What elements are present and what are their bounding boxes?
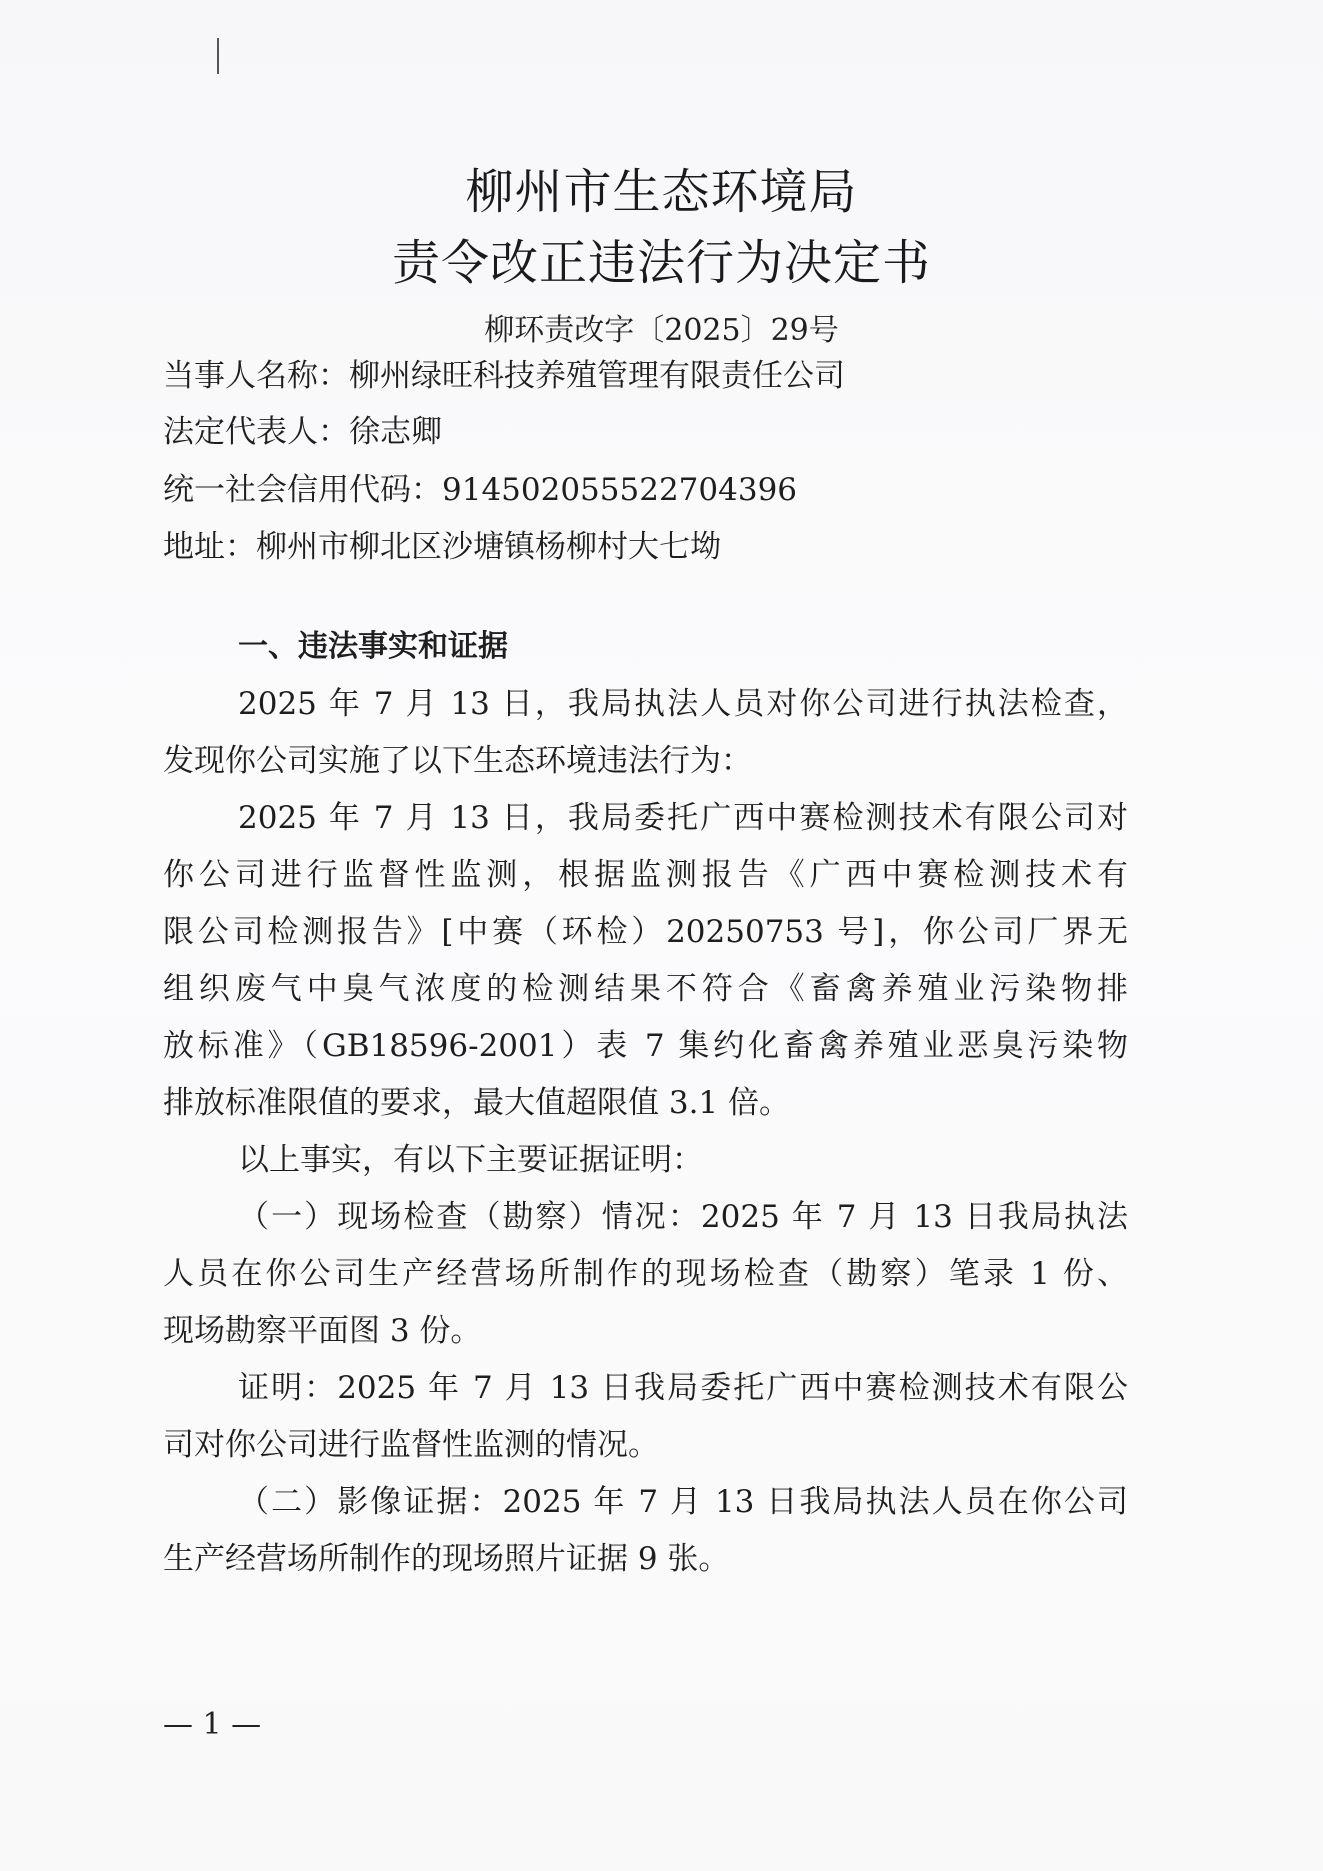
- paragraph-line: 2025 年 7 月 13 日，我局委托广西中赛检测技术有限公司对: [238, 800, 1128, 836]
- credit-code-label: 统一社会信用代码：: [163, 472, 442, 508]
- address-row: [163, 527, 721, 567]
- paragraph-line: 以上事实，有以下主要证据证明：: [238, 1142, 703, 1178]
- paragraph-line: 你公司进行监督性监测，根据监测报告《广西中赛检测技术有: [163, 857, 1128, 893]
- scan-mark: [217, 38, 219, 74]
- paragraph-line: 排放标准限值的要求，最大值超限值 3.1 倍。: [163, 1085, 791, 1121]
- document-number: 柳环责改字〔2025〕29号: [484, 313, 839, 348]
- legal-rep-value: 徐志卿: [349, 414, 442, 450]
- credit-code-value: 91450205552270439​6: [442, 472, 798, 508]
- paragraph-line: 司对你公司进行监督性监测的情况。: [163, 1427, 659, 1463]
- paragraph-line: 限公司检测报告》[中赛（环检）20250753 号]，你公司厂界无: [163, 914, 1128, 950]
- paragraph-line: 现场勘察平面图 3 份。: [163, 1313, 482, 1349]
- paragraph-line: （一）现场检查（勘察）情况：2025 年 7 月 13 日我局执法: [238, 1199, 1128, 1235]
- paragraph-line: 生产经营场所制作的现场照片证据 9 张。: [163, 1541, 730, 1577]
- address-label: 地址：: [163, 529, 256, 565]
- document-title-line1: 柳州市生态环境局: [465, 164, 858, 220]
- legal-rep-label: 法定代表人：: [163, 414, 349, 450]
- legal-rep-row: [163, 412, 442, 452]
- page-number: — 1 —: [163, 1707, 262, 1742]
- party-name-row: [163, 356, 845, 396]
- document-title-line2: 责令改正违法行为决定书: [391, 235, 931, 291]
- party-name-value: 柳州绿旺科技养殖管理有限责任公司: [349, 358, 845, 394]
- address-value: 柳州市柳北区沙塘镇杨柳村大七坳: [256, 529, 721, 565]
- paragraph-line: 证明：2025 年 7 月 13 日我局委托广西中赛检测技术有限公: [238, 1370, 1128, 1406]
- section-heading-violation: 一、违法事实和证据: [238, 629, 508, 664]
- paragraph-line: 组织废气中臭气浓度的检测结果不符合《畜禽养殖业污染物排: [163, 971, 1128, 1007]
- paragraph-line: 人员在你公司生产经营场所制作的现场检查（勘察）笔录 1 份、: [163, 1256, 1128, 1292]
- paragraph-line: （二）影像证据：2025 年 7 月 13 日我局执法人员在你公司: [238, 1484, 1128, 1520]
- paragraph-line: 发现你公司实施了以下生态环境违法行为：: [163, 743, 752, 779]
- party-name-label: 当事人名称：: [163, 358, 349, 394]
- credit-code-row: [163, 470, 797, 510]
- paragraph-line: 2025 年 7 月 13 日，我局执法人员对你公司进行执法检查，: [238, 686, 1128, 722]
- paragraph-line: 放标准》（GB18596-2001）表 7 集约化畜禽养殖业恶臭污染物: [163, 1028, 1128, 1064]
